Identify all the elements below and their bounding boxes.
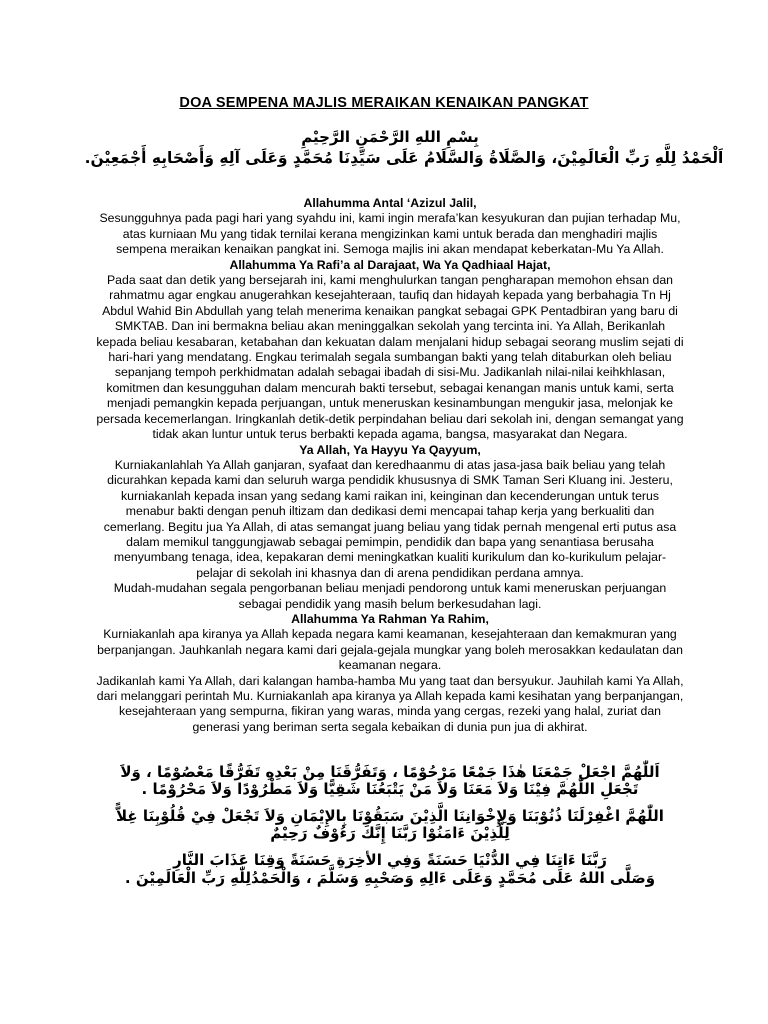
- doa-body: [96, 196, 684, 735]
- closing-arabic-3: رَبَّنَا ءَاتِنَا فِي الدُّنْيَا حَسَنَةً وَفِي الأخِرَةِ حَسَنَةً وَقِنَا عَذَابَ النَّارِ: [173, 851, 607, 869]
- closing-arabic-4: وَصَلَّى اللهُ عَلَى مُحَمَّدٍ وَعَلَى ءَالِهِ وَصَحْبِهِ وَسَلَّمَ ، وَالْحَمْدُلِلّٰهِ رَبِّ الْعَالَمِيْنَ .: [124, 869, 656, 887]
- opening-arabic: اَلْحَمْدُ لِلَّهِ رَبِّ الْعَالَمِيْنَ، وَالصَّلَاةُ وَالسَّلَامُ عَلَى سَيِّدِنَا مُحَمَّدٍ وَعَلَى آلِهِ وَأَصْحَابِهِ أَجْمَعِيْنَ.: [84, 149, 724, 167]
- section-paragraph: Kurniakanlahlah Ya Allah ganjaran, syafaat dan keredhaanmu di atas jasa-jasa baik beliau yang telah dicurahkan kepada kami dan seluruh warga pendidik khususnya di SMK Taman Seri Kluang ini. Jesteru, kurniakanlah kepada insan yang sedang kami raikan ini, keinginan dan kecenderungan untuk terus menabur bakti dengan penuh iltizam dan dedikasi demi mencapai tahap kerja yang berkualiti dan cemerlang. Begitu jua Ya Allah, di atas semangat juang beliau yang tidak pernah mengenal erti putus asa dalam memikul tanggungjawab sebagai pemimpin, pendidik dan bapa yang senantiasa berusaha menyumbang tenaga, idea, kepakaran demi meningkatkan kualiti kurikulum dan ko-kurikulum pelajar-pelajar di sekolah ini khasnya dan di arena pendidikan perdana amnya.: [103, 457, 677, 580]
- section-heading: Allahumma Antal ‘Azizul Jalil,: [303, 196, 477, 210]
- section-paragraph: Pada saat dan detik yang bersejarah ini, kami menghulurkan tangan pengharapan memohon ehsan dan rahmatmu agar engkau anugerahkan kesejahteraan, taufiq dan hidayah kepada yang berbahagia Tn Hj Abdul Wahid Bin Abdullah yang telah menerima kenaikan pangkat sebagai GPK Pentadbiran yang baru di SMKTAB. Dan ini bermakna beliau akan meninggalkan sekolah yang tercinta ini. Ya Allah, Berikanlah kepada beliau kesabaran, ketabahan dan kekuatan dalam menjalani hidup sebagai seorang muslim sejati di hari-hari yang mendatang. Engkau terimalah segala sumbangan bakti yang telah ditaburkan oleh beliau sepanjang tempoh perkhidmatan adalah sebagai ibadah di sisi-Mu. Jadikanlah nilai-nilai keihkhlasan, komitmen dan kesungguhan dalam mencurah bakti tersebut, sebagai kenangan manis untuk kami, serta menjadi pemangkin kepada perjuangan, untuk meneruskan kesinambungan mengukir jasa, melonjak ke persada kecemerlangan. Iringkanlah detik-detik perpindahan beliau dari sekolah ini, dengan semangat yang tidak akan luntur untuk terus berbakti kepada agama, bangsa, masyarakat dan Negara.: [96, 273, 684, 442]
- section-heading: Allahumma Ya Rahman Ya Rahim,: [291, 611, 489, 626]
- section-heading: Allahumma Ya Rafi’a al Darajaat, Wa Ya Qadhiaal Hajat,: [229, 257, 551, 272]
- section-paragraph: Sesungguhnya pada pagi hari yang syahdu ini, kami ingin merafa’kan kesyukuran dan pujian terhadap Mu, atas kurniaan Mu yang tidak ternilai kerana mengizinkan kami untuk berada dan menghadiri majlis sempena meraikan kenaikan pangkat ini. Semoga majlis ini akan mendapat keberkatan-Mu Ya Allah.: [99, 211, 681, 257]
- section-paragraph: Jadikanlah kami Ya Allah, dari kalangan hamba-hamba Mu yang taat dan bersyukur. Jauhilah kami Ya Allah, dari melanggari perintah Mu. Kurniakanlah apa kiranya ya Allah kepada kami kesihatan yang berpanjangan, kesejahteraan yang sempurna, fikiran yang waras, minda yang cergas, rezeki yang halal, zuriat dan generasi yang beriman serta segala kebaikan di dunia pun jua di akhirat.: [96, 673, 684, 734]
- section-paragraph: Mudah-mudahan segala pengorbanan beliau menjadi pendorong untuk kami meneruskan perjuangan sebagai pendidik yang masih belum berkesudahan lagi.: [113, 581, 667, 611]
- document-title: DOA SEMPENA MAJLIS MERAIKAN KENAIKAN PANGKAT: [179, 95, 589, 111]
- bismillah: بِسْمِ اللهِ الرَّحْمَنِ الرَّحِيْمِ: [301, 128, 479, 146]
- closing-arabic-2: اللّٰهُمَّ اغْفِرْلَنَا ذُنُوْبَنَا وَلِإِخْوَانِنَا الَّذِيْنَ سَبَقُوْنَا بِالإِيْمَانِ وَلاَ تَجْعَلْ فِيْ قُلُوْبِنَا غِلاًّ لِلَّذِيْنَ ءَامَنُوْا رَبَّنَا إِنَّكَ رَءُوْفٌ رَحِيْمٌ: [116, 807, 664, 842]
- closing-arabic-1: اَللّٰهُمَّ اجْعَلْ جَمْعَنَا هٰذَا جَمْعًا مَرْحُوْمًا ، وَتَفَرُّقَنَا مِنْ بَعْدِهِ تَفَرُّقًا مَعْصُوْمًا ، وَلاَ تَجْعَلِ اللّٰهُمَّ فِيْنَا وَلاَ مَعَنَا وَلاَ مَنْ يَتْبَعُنَا شَقِيًّا وَلاَ مَطْرُوْدًا وَلاَ مَحْرُوْمًا .: [120, 763, 660, 798]
- section-heading: Ya Allah, Ya Hayyu Ya Qayyum,: [299, 442, 481, 457]
- section-paragraph: Kurniakanlah apa kiranya ya Allah kepada negara kami keamanan, kesejahteraan dan kemakmuran yang berpanjangan. Jauhkanlah negara kami dari gejala-gejala mungkar yang boleh merosakkan kedaulatan dan keamanan negara.: [97, 627, 683, 673]
